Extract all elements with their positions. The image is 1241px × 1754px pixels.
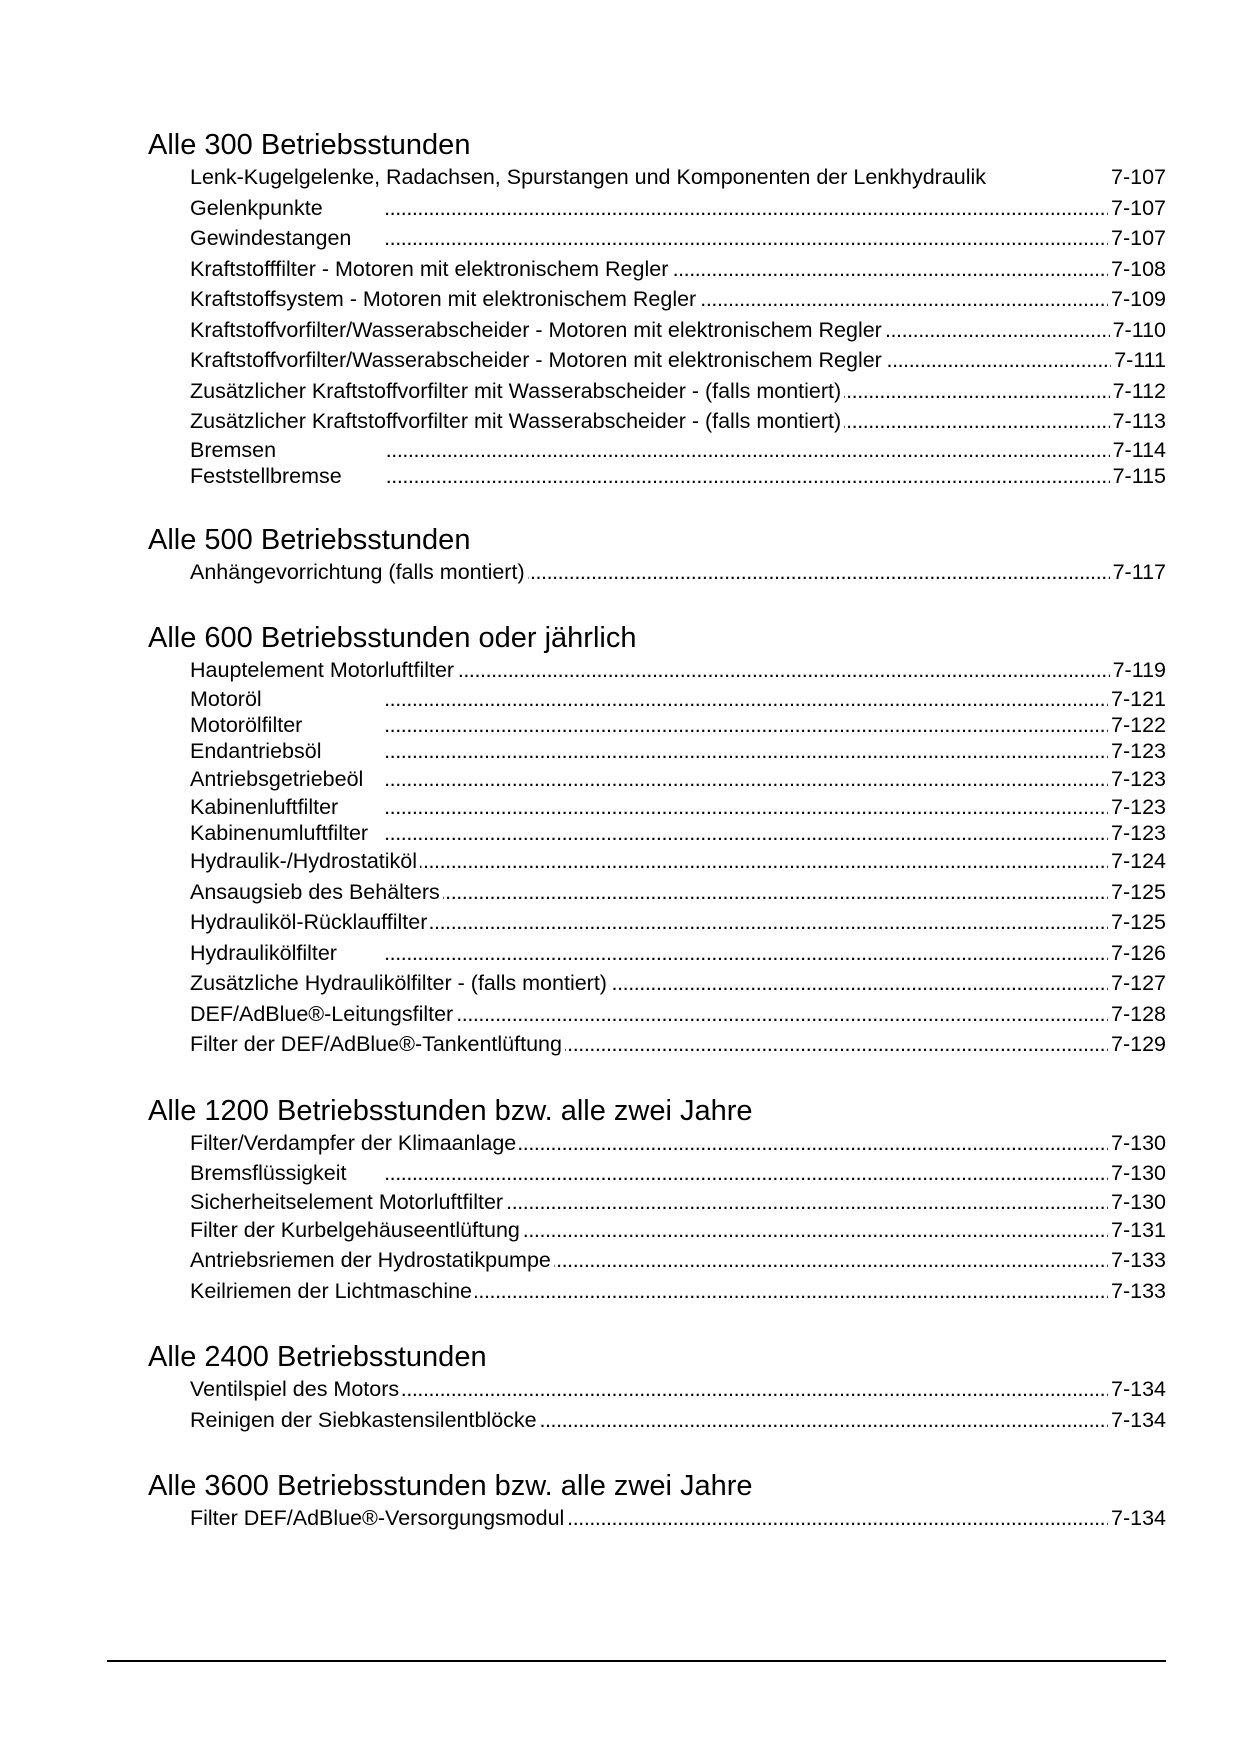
toc-entry-title: Hauptelement Motorluftfilter bbox=[190, 658, 455, 682]
dot-leader bbox=[457, 655, 1110, 686]
toc-entry[interactable] bbox=[190, 820, 1166, 846]
footer-divider bbox=[107, 1660, 1166, 1662]
toc-entry-title: Bremsflüssigkeit bbox=[190, 1161, 347, 1185]
toc-entry-title: Motorölfilter bbox=[190, 712, 303, 737]
dot-leader bbox=[699, 284, 1108, 315]
dot-leader bbox=[354, 223, 1108, 254]
toc-entry[interactable] bbox=[190, 557, 1166, 588]
dot-leader bbox=[844, 406, 1109, 437]
toc-entry-title: Filter/Verdampfer der Klimaanlage bbox=[190, 1130, 517, 1155]
toc-entry-title: Zusätzlicher Kraftstoffvorfilter mit Wasserabscheider - (falls montiert) bbox=[190, 378, 842, 403]
toc-section bbox=[148, 1094, 1166, 1307]
toc-entry-title: Zusätzliche Hydraulikölfilter - (falls montiert) bbox=[190, 971, 607, 995]
toc-entry-title: Endantriebsöl bbox=[190, 738, 322, 763]
toc-entry[interactable] bbox=[190, 463, 1166, 489]
toc-entry[interactable] bbox=[190, 999, 1166, 1030]
toc-entry-page-number: 7-123 bbox=[1111, 795, 1166, 819]
dot-leader bbox=[885, 315, 1110, 346]
toc-entry-page-number: 7-130 bbox=[1111, 1130, 1166, 1155]
toc-entry[interactable] bbox=[190, 1374, 1166, 1405]
dot-leader bbox=[610, 968, 1108, 999]
dot-leader bbox=[420, 846, 1108, 877]
dot-leader bbox=[885, 345, 1111, 376]
toc-entry[interactable] bbox=[190, 437, 1166, 463]
toc-entry[interactable] bbox=[190, 376, 1166, 407]
toc-entry[interactable] bbox=[190, 1215, 1166, 1246]
dot-leader bbox=[279, 437, 1110, 463]
toc-entry[interactable] bbox=[190, 1405, 1166, 1436]
toc-entry-title: Antriebsgetriebeöl bbox=[190, 766, 364, 791]
toc-section bbox=[148, 1340, 1166, 1435]
toc-entry-title: Zusätzlicher Kraftstoffvorfilter mit Wasserabscheider - (falls montiert) bbox=[190, 409, 842, 433]
toc-entry-title: Kraftstoffvorfilter/Wasserabscheider - Motoren mit elektronischem Regler bbox=[190, 348, 882, 372]
toc-entry-page-number: 7-130 bbox=[1111, 1161, 1166, 1185]
dot-leader bbox=[326, 193, 1108, 224]
toc-entry[interactable] bbox=[190, 907, 1166, 938]
toc-entry-page-number: 7-133 bbox=[1111, 1278, 1166, 1303]
toc-entry-title: Filter DEF/AdBlue®-Versorgungsmodul bbox=[190, 1506, 565, 1530]
toc-entry-title: Gelenkpunkte bbox=[190, 195, 323, 220]
toc-entry-title: Filter der Kurbelgehäuseentlüftung bbox=[190, 1217, 520, 1242]
dot-leader bbox=[305, 712, 1108, 738]
toc-entry-title: Hydrauliköl-Rücklauffilter bbox=[190, 910, 428, 934]
dot-leader bbox=[671, 254, 1108, 285]
section-heading: Alle 3600 Betriebsstunden bzw. alle zwei Jahre bbox=[148, 1470, 753, 1502]
toc-entry-page-number: 7-128 bbox=[1111, 1001, 1166, 1026]
toc-entry-page-number: 7-114 bbox=[1112, 437, 1166, 462]
toc-section bbox=[148, 1469, 1166, 1534]
dot-leader bbox=[475, 1276, 1108, 1307]
toc-entry-page-number: 7-113 bbox=[1112, 409, 1166, 433]
toc-entry[interactable] bbox=[190, 655, 1166, 686]
toc-entry[interactable] bbox=[190, 315, 1166, 346]
toc-entry-page-number: 7-111 bbox=[1114, 348, 1166, 372]
toc-entry-title: Sicherheitselement Motorluftfilter bbox=[190, 1189, 504, 1214]
toc-entry-page-number: 7-123 bbox=[1111, 821, 1166, 845]
toc-entry-page-number: 7-115 bbox=[1112, 463, 1166, 488]
toc-entry-page-number: 7-123 bbox=[1111, 738, 1166, 763]
dot-leader bbox=[265, 686, 1108, 712]
toc-entry-page-number: 7-108 bbox=[1111, 256, 1166, 281]
toc-entry[interactable] bbox=[190, 1245, 1166, 1276]
dot-leader bbox=[554, 1245, 1108, 1276]
toc-entry-title: Kraftstoffvorfilter/Wasserabscheider - Motoren mit elektronischem Regler bbox=[190, 317, 882, 342]
toc-entry-title: Filter der DEF/AdBlue®-Tankentlüftung bbox=[190, 1032, 562, 1056]
dot-leader bbox=[565, 1029, 1108, 1060]
toc-entry-title: Ventilspiel des Motors bbox=[190, 1377, 400, 1401]
toc-section bbox=[148, 128, 1166, 489]
section-heading: Alle 1200 Betriebsstunden bzw. alle zwei Jahre bbox=[148, 1094, 753, 1127]
dot-leader bbox=[402, 1374, 1108, 1405]
dot-leader bbox=[844, 376, 1109, 407]
toc-entry-page-number: 7-119 bbox=[1112, 658, 1166, 682]
toc-entry[interactable] bbox=[190, 846, 1166, 877]
dot-leader bbox=[519, 1128, 1108, 1159]
toc-entry[interactable] bbox=[190, 686, 1166, 712]
table-of-contents bbox=[148, 128, 1166, 1568]
toc-entry[interactable] bbox=[190, 794, 1166, 820]
toc-entry-list bbox=[190, 655, 1166, 1060]
toc-entry[interactable] bbox=[190, 738, 1166, 764]
toc-entry-page-number: 7-134 bbox=[1111, 1407, 1166, 1432]
toc-entry-title: Kabinenluftfilter bbox=[190, 795, 339, 819]
toc-section bbox=[148, 621, 1166, 1060]
toc-entry[interactable] bbox=[190, 254, 1166, 285]
toc-entry-title: Lenk-Kugelgelenke, Radachsen, Spurstangen und Komponenten der Lenkhydraulik bbox=[190, 165, 987, 189]
toc-entry[interactable] bbox=[190, 193, 1166, 224]
section-heading: Alle 300 Betriebsstunden bbox=[148, 129, 471, 161]
toc-entry-title: Feststellbremse bbox=[190, 463, 342, 488]
toc-entry-page-number: 7-122 bbox=[1111, 712, 1166, 737]
toc-entry-list bbox=[190, 557, 1166, 588]
toc-entry-title: Kabinenumluftfilter bbox=[190, 821, 369, 845]
toc-entry-title: Gewindestangen bbox=[190, 226, 352, 250]
toc-entry[interactable] bbox=[190, 1029, 1166, 1060]
toc-entry-page-number: 7-133 bbox=[1111, 1248, 1166, 1272]
toc-entry-title: Bremsen bbox=[190, 437, 277, 462]
dot-leader bbox=[345, 463, 1110, 489]
toc-entry-title: Hydraulik-/Hydrostatiköl bbox=[190, 849, 418, 873]
dot-leader bbox=[567, 1503, 1108, 1534]
dot-leader bbox=[540, 1405, 1108, 1436]
toc-entry[interactable] bbox=[190, 1503, 1166, 1534]
toc-entry-page-number: 7-110 bbox=[1112, 317, 1166, 342]
toc-entry-title: Antriebsriemen der Hydrostatikpumpe bbox=[190, 1248, 551, 1272]
dot-leader bbox=[443, 877, 1108, 908]
dot-leader bbox=[430, 907, 1108, 938]
toc-entry-title: Ansaugsieb des Behälters bbox=[190, 879, 440, 904]
toc-entry[interactable] bbox=[190, 877, 1166, 908]
toc-entry-page-number: 7-129 bbox=[1111, 1032, 1166, 1056]
toc-entry-title: Anhängevorrichtung (falls montiert) bbox=[190, 559, 525, 584]
dot-leader bbox=[523, 1215, 1108, 1246]
toc-entry[interactable] bbox=[190, 223, 1166, 254]
toc-entry-page-number: 7-123 bbox=[1111, 766, 1166, 791]
dot-leader bbox=[456, 999, 1108, 1030]
toc-entry-title: Reinigen der Siebkastensilentblöcke bbox=[190, 1407, 537, 1432]
toc-entry-title: Kraftstofffilter - Motoren mit elektronischem Regler bbox=[190, 256, 669, 281]
toc-entry-list bbox=[190, 1503, 1166, 1534]
toc-entry-page-number: 7-124 bbox=[1111, 849, 1166, 873]
toc-entry-list bbox=[190, 1374, 1166, 1435]
toc-entry-page-number: 7-117 bbox=[1112, 559, 1166, 584]
dot-leader bbox=[366, 764, 1108, 795]
dot-leader bbox=[506, 1189, 1108, 1215]
toc-entry-page-number: 7-107 bbox=[1111, 165, 1166, 189]
toc-entry-page-number: 7-125 bbox=[1111, 879, 1166, 904]
toc-entry-page-number: 7-125 bbox=[1111, 910, 1166, 934]
toc-entry[interactable] bbox=[190, 284, 1166, 315]
toc-entry-list bbox=[190, 1128, 1166, 1307]
toc-entry-page-number: 7-130 bbox=[1111, 1189, 1166, 1214]
toc-entry[interactable] bbox=[190, 1158, 1166, 1189]
toc-section bbox=[148, 523, 1166, 588]
toc-entry[interactable] bbox=[190, 938, 1166, 969]
toc-entry[interactable] bbox=[190, 1189, 1166, 1215]
toc-entry-page-number: 7-107 bbox=[1111, 195, 1166, 220]
dot-leader bbox=[528, 557, 1110, 588]
dot-leader bbox=[324, 738, 1108, 764]
section-heading: Alle 600 Betriebsstunden oder jährlich bbox=[148, 622, 637, 654]
toc-entry-page-number: 7-134 bbox=[1111, 1377, 1166, 1401]
toc-entry-page-number: 7-126 bbox=[1111, 940, 1166, 965]
toc-entry-title: Motoröl bbox=[190, 686, 262, 711]
toc-entry[interactable] bbox=[190, 764, 1166, 795]
section-heading: Alle 500 Betriebsstunden bbox=[148, 523, 471, 556]
toc-entry-page-number: 7-131 bbox=[1111, 1217, 1166, 1242]
toc-entry-page-number: 7-107 bbox=[1111, 226, 1166, 250]
toc-entry-page-number: 7-134 bbox=[1111, 1506, 1166, 1530]
toc-entry[interactable] bbox=[190, 345, 1166, 376]
toc-entry[interactable] bbox=[190, 162, 1166, 193]
toc-entry-page-number: 7-109 bbox=[1111, 287, 1166, 311]
toc-entry[interactable] bbox=[190, 712, 1166, 738]
dot-leader bbox=[341, 794, 1108, 820]
toc-entry-title: DEF/AdBlue®-Leitungsfilter bbox=[190, 1001, 454, 1026]
toc-entry-title: Hydraulikölfilter bbox=[190, 940, 337, 965]
toc-entry-page-number: 7-121 bbox=[1111, 686, 1166, 711]
section-heading: Alle 2400 Betriebsstunden bbox=[148, 1341, 487, 1373]
toc-entry-page-number: 7-112 bbox=[1112, 378, 1166, 403]
dot-leader bbox=[371, 820, 1108, 846]
toc-entry-list bbox=[190, 162, 1166, 489]
toc-entry[interactable] bbox=[190, 406, 1166, 437]
dot-leader bbox=[350, 1158, 1108, 1189]
toc-entry-title: Keilriemen der Lichtmaschine bbox=[190, 1278, 473, 1303]
toc-entry-title: Kraftstoffsystem - Motoren mit elektronischem Regler bbox=[190, 287, 697, 311]
toc-entry[interactable] bbox=[190, 968, 1166, 999]
toc-entry[interactable] bbox=[190, 1128, 1166, 1159]
toc-entry[interactable] bbox=[190, 1276, 1166, 1307]
dot-leader bbox=[340, 938, 1108, 969]
toc-entry-page-number: 7-127 bbox=[1111, 971, 1166, 995]
